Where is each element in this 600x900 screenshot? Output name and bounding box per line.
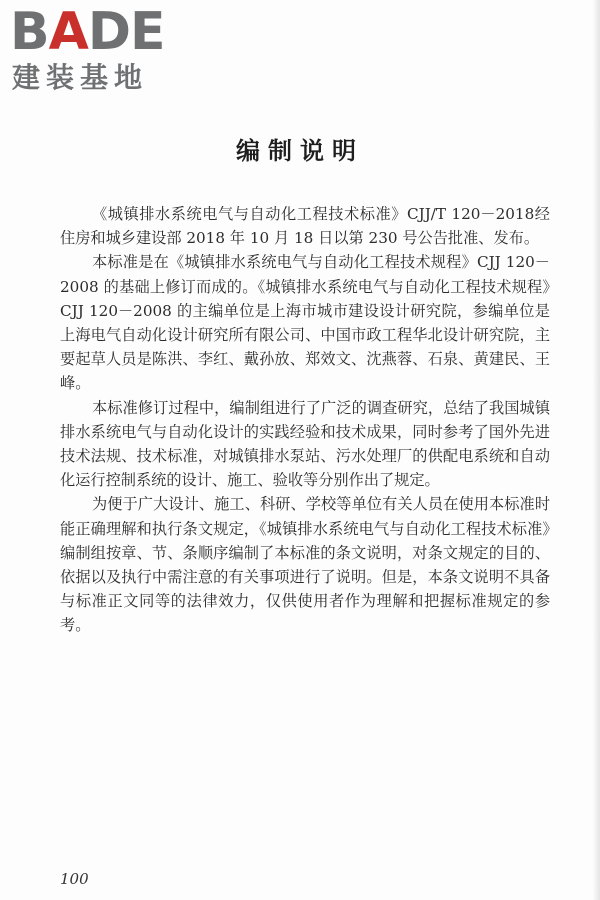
paragraph-publication: 《城镇排水系统电气与自动化工程技术标准》CJJ/T 120－2018经住房和城乡建设部 2018 年 10 月 18 日以第 230 号公告批准、发布。 (60, 205, 550, 248)
watermark-brand: BADE (10, 2, 165, 62)
watermark-subtitle: 建装基地 (12, 61, 149, 94)
watermark-logo (10, 4, 180, 96)
watermark-brand-mark: A (48, 2, 88, 62)
paragraph-usage-note: 为便于广大设计、施工、科研、学校等单位有关人员在使用本标准时能正确理解和执行条文规定，《城镇排水系统电气与自动化工程技术标准》编制组按章、节、条顺序编制了本标准的条文说明，对条文规定的目的、依据以及执行中需注意的有关事项进行了说明。但是，本条文说明不具备与标准正文同等的法律效力，仅供使用者作为理解和把握标准规定的参考。 (60, 495, 550, 635)
paragraph-revision-basis: 本标准是在《城镇排水系统电气与自动化工程技术规程》CJJ 120－2008 的基础上修订而成的。《城镇排水系统电气与自动化工程技术规程》CJJ 120－2008 的主编单位是上海市城市建设设计研究院，参编单位是上海电气自动化设计研究所有限公司、中国市政工程华北设计研究院，主要起草人员是陈洪、李红、戴孙放、郑效文、沈燕蓉、石泉、黄建民、王峰。 (60, 253, 550, 393)
page-number: 100 (60, 870, 89, 888)
section-title: 编制说明 (236, 137, 364, 165)
paragraph-revision-process: 本标准修订过程中，编制组进行了广泛的调查研究，总结了我国城镇排水系统电气与自动化设计的实践经验和技术成果，同时参考了国外先进技术法规、技术标准，对城镇排水泵站、污水处理厂的供配电系统和自动化运行控制系统的设计、施工、验收等分别作出了规定。 (60, 398, 550, 490)
page-edge-shadow (592, 0, 600, 900)
body-text (60, 202, 550, 638)
